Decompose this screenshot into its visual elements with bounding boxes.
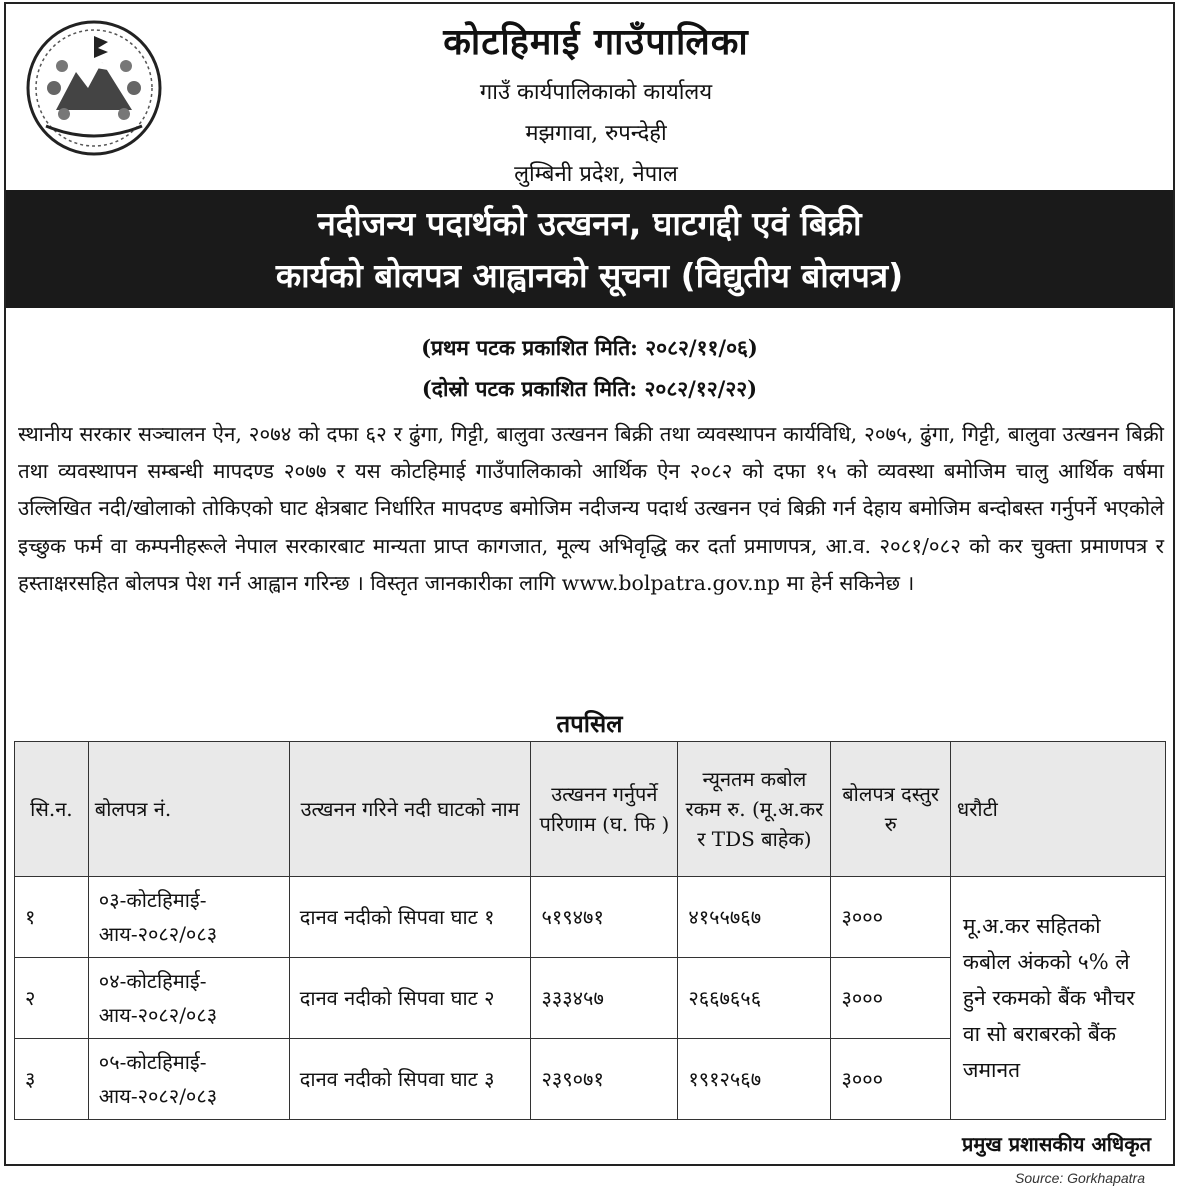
cell-ghat: दानव नदीको सिपवा घाट २ <box>289 958 531 1039</box>
cell-fee: ३००० <box>831 958 950 1039</box>
cell-deposit: मू.अ.कर सहितको कबोल अंकको ५% ले हुने रकमको बैंक भौचर वा सो बराबरको बैंक जमानत <box>950 877 1165 1120</box>
municipality-name: कोटहिमाई गाउँपालिका <box>443 21 749 63</box>
cell-min-bid: १९१२५६७ <box>678 1039 831 1120</box>
signer-title: प्रमुख प्रशासकीय अधिकृत <box>962 1132 1151 1156</box>
cell-bid-no: ०५-कोटहिमाई-आय-२०८२/०८३ <box>88 1039 289 1120</box>
first-published-date: (प्रथम पटक प्रकाशित मिति: २०८२/११/०६) <box>421 335 758 360</box>
cell-quantity: ५१९४७१ <box>531 877 678 958</box>
cell-fee: ३००० <box>831 1039 950 1120</box>
cell-sn: ३ <box>15 1039 89 1120</box>
col-header-fee: बोलपत्र दस्तुर रु <box>831 742 950 877</box>
col-header-ghat: उत्खनन गरिने नदी घाटको नाम <box>289 742 531 877</box>
office-province: लुम्बिनी प्रदेश, नेपाल <box>514 162 678 187</box>
notice-header <box>6 4 1173 190</box>
cell-sn: १ <box>15 877 89 958</box>
notice-title-line1: नदीजन्य पदार्थको उत्खनन, घाटगद्दी एवं बिक्री <box>317 204 862 243</box>
cell-ghat: दानव नदीको सिपवा घाट १ <box>289 877 531 958</box>
details-heading: तपसिल <box>556 709 623 738</box>
col-header-quantity: उत्खनन गर्नुपर्ने परिणाम (घ. फि ) <box>531 742 678 877</box>
cell-sn: २ <box>15 958 89 1039</box>
notice-frame <box>4 2 1175 1166</box>
cell-min-bid: २६६७६५६ <box>678 958 831 1039</box>
office-name: गाउँ कार्यपालिकाको कार्यालय <box>479 80 713 105</box>
cell-bid-no: ०३-कोटहिमाई-आय-२०८२/०८३ <box>88 877 289 958</box>
table-header-row <box>15 742 1166 877</box>
second-published-date: (दोस्रो पटक प्रकाशित मिति: २०८२/१२/२२) <box>421 376 758 401</box>
municipality-emblem-icon <box>24 18 164 158</box>
col-header-sn: सि.न. <box>15 742 89 877</box>
cell-min-bid: ४१५५७६७ <box>678 877 831 958</box>
notice-title-line2: कार्यको बोलपत्र आह्वानको सूचना (विद्युतीय बोलपत्र) <box>275 256 904 295</box>
col-header-min-bid: न्यूनतम कबोल रकम रु. (मू.अ.कर र TDS बाहेक) <box>678 742 831 877</box>
cell-ghat: दानव नदीको सिपवा घाट ३ <box>289 1039 531 1120</box>
cell-quantity: २३९०७१ <box>531 1039 678 1120</box>
source-credit: Source: Gorkhapatra <box>1015 1170 1145 1186</box>
notice-body: स्थानीय सरकार सञ्चालन ऐन, २०७४ को दफा ६२ र ढुंगा, गिट्टी, बालुवा उत्खनन बिक्री तथा व्यवस्थापन कार्यविधि, २०७५, ढुंगा, गिट्टी, बालुवा उत्खनन बिक्री तथा व्यवस्थापन सम्बन्धी मापदण्ड २०७७ र यस कोटहिमाई गाउँपालिकाको आर्थिक ऐन २०८२ को दफा १५ को व्यवस्था बमोजिम चालु आर्थिक वर्षमा उल्लिखित नदी/खोलाको तोकिएको घाट क्षेत्रबाट निर्धारित मापदण्ड बमोजिम नदीजन्य पदार्थ उत्खनन एवं बिक्री गर्न देहाय बमोजिम बन्दोबस्त गर्नुपर्ने भएकोले इच्छुक फर्म वा कम्पनीहरूले नेपाल सरकारबाट मान्यता प्राप्त कागजात, मूल्य अभिवृद्धि कर दर्ता प्रमाणपत्र, आ.व. २०८१/०८२ को कर चुक्ता प्रमाणपत्र र हस्ताक्षरसहित बोलपत्र पेश गर्न आह्वान गरिन्छ । विस्तृत जानकारीका लागि www.bolpatra.gov.np मा हेर्न सकिनेछ । <box>18 422 1164 595</box>
cell-fee: ३००० <box>831 877 950 958</box>
cell-bid-no: ०४-कोटहिमाई-आय-२०८२/०८३ <box>88 958 289 1039</box>
table-row <box>15 877 1166 958</box>
bid-details-table <box>14 741 1166 1120</box>
cell-quantity: ३३३४५७ <box>531 958 678 1039</box>
notice-title-band <box>6 190 1173 308</box>
col-header-bid-no: बोलपत्र नं. <box>88 742 289 877</box>
col-header-deposit: धरौटी <box>950 742 1165 877</box>
office-location: मझगावा, रुपन्देही <box>525 121 667 146</box>
